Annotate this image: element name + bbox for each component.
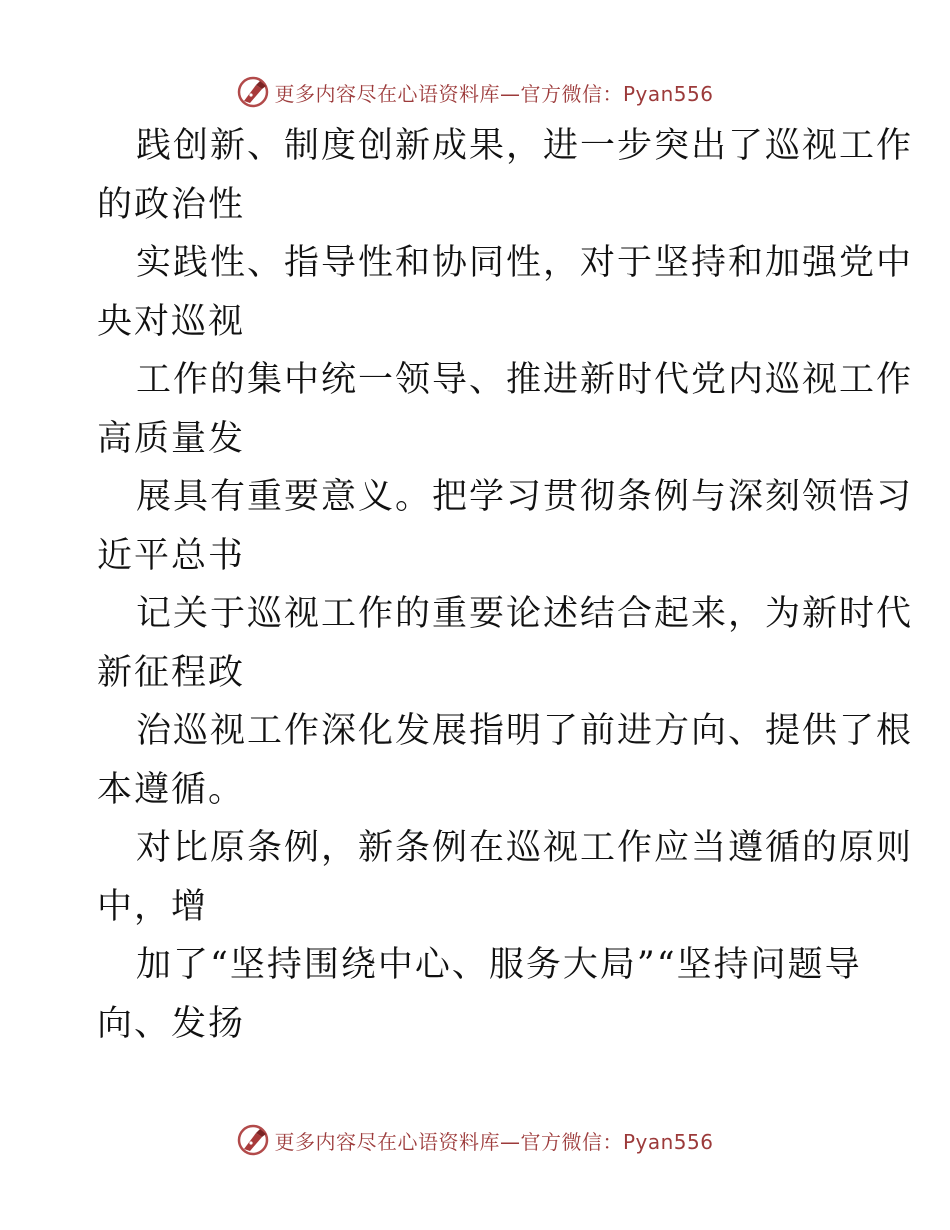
text-line: 的政治性	[97, 184, 246, 225]
text-line: 记关于巡视工作的重要论述结合起来，为新时代	[136, 594, 914, 634]
text-line: 央对巡视	[97, 301, 246, 342]
header-banner-text: 更多内容尽在心语资料库—官方微信：Pyan556	[274, 81, 714, 106]
text-line: 近平总书	[97, 535, 246, 576]
text-line: 践创新、制度创新成果，进一步突出了巡视工作	[136, 126, 914, 166]
footer-banner	[0, 1120, 950, 1160]
text-line: 本遵循。	[97, 769, 246, 810]
text-line: 实践性、指导性和协同性，对于坚持和加强党中	[136, 243, 914, 283]
text-line: 中，增	[97, 886, 209, 927]
text-line: 工作的集中统一领导、推进新时代党内巡视工作	[136, 360, 914, 400]
text-line: 治巡视工作深化发展指明了前进方向、提供了根	[136, 711, 914, 751]
text-line: 加了“坚持围绕中心、服务大局”“坚持问题导	[136, 945, 862, 985]
pen-nib-logo-icon	[236, 1123, 270, 1157]
pen-nib-logo-icon	[236, 75, 270, 109]
header-banner	[0, 72, 950, 112]
text-line: 高质量发	[97, 418, 246, 459]
text-line: 对比原条例，新条例在巡视工作应当遵循的原则	[136, 828, 914, 868]
document-body	[97, 117, 914, 1053]
text-line: 展具有重要意义。把学习贯彻条例与深刻领悟习	[136, 477, 914, 517]
footer-banner-text: 更多内容尽在心语资料库—官方微信：Pyan556	[274, 1129, 714, 1154]
text-line: 向、发扬	[97, 1003, 246, 1044]
text-line: 新征程政	[97, 652, 246, 693]
